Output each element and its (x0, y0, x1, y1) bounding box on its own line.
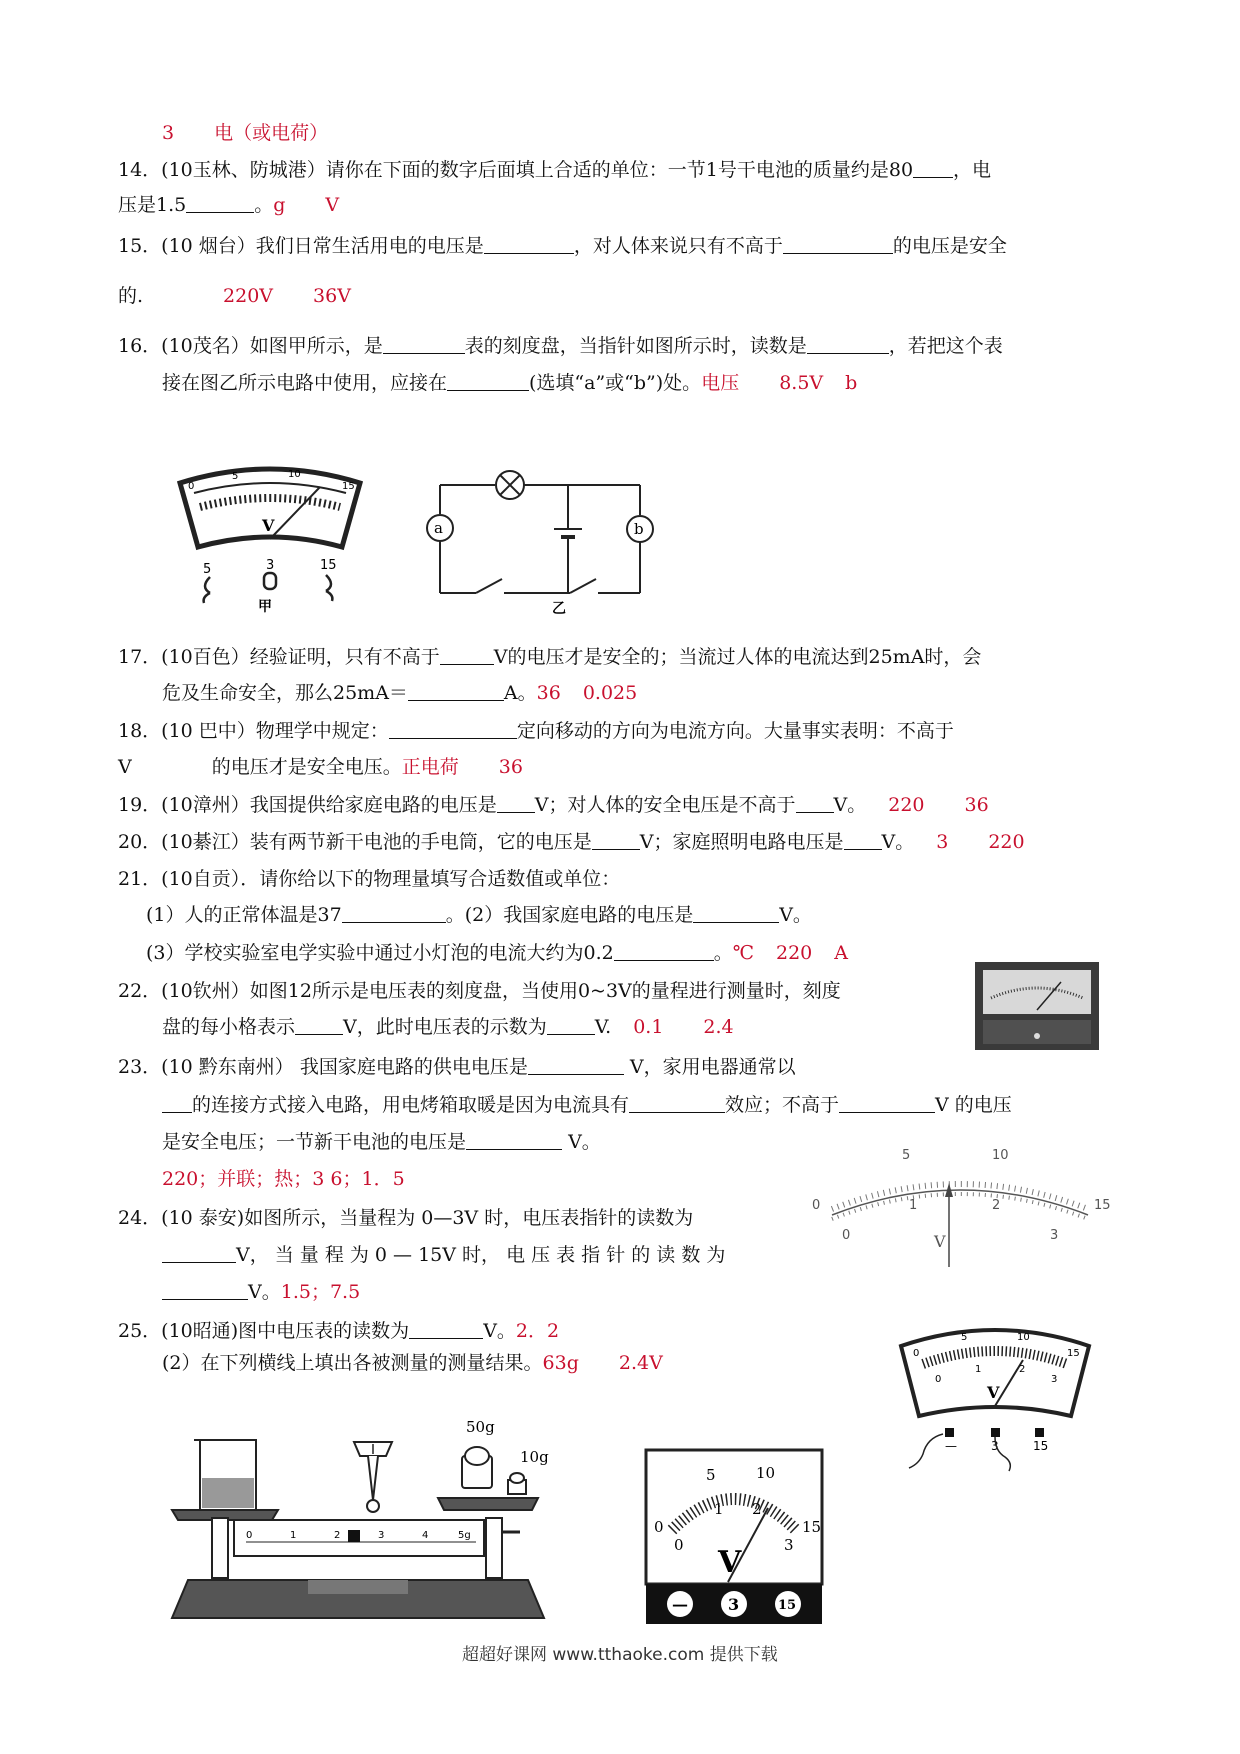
question-text: 是安全电压；一节新干电池的电压是 (162, 1131, 467, 1153)
question-20 (118, 829, 1025, 855)
answer-blank (796, 792, 834, 813)
dial-tick: 0 (654, 1518, 664, 1536)
dial-tick: 5 (961, 1332, 968, 1343)
figure-24-scale (812, 1145, 1112, 1270)
dial-tick: 2 (752, 1500, 762, 1518)
answer-blank (162, 1279, 248, 1300)
ruler-tick: 3 (378, 1530, 385, 1541)
question-text: 。 (713, 942, 733, 964)
question-17-cont (162, 680, 637, 706)
scale-unit: V (934, 1232, 946, 1251)
terminal-label: 3 (266, 558, 275, 573)
question-21 (118, 866, 620, 892)
scale-tick: 2 (992, 1198, 1001, 1213)
question-text: (选填“a”或“b”)处。 (529, 372, 702, 394)
question-text: V。 (483, 1320, 516, 1342)
answer: 220 (988, 831, 1025, 853)
dial-tick: 5 (706, 1466, 716, 1484)
question-23-answer: 220；并联；热；3 6；1．5 (162, 1168, 405, 1190)
figure-22-meter-photo (975, 962, 1099, 1050)
dial-tick: 0 (674, 1536, 684, 1554)
question-text: V；对人体的安全电压是不高于 (534, 794, 796, 816)
question-text: V。 (779, 904, 812, 926)
ruler-tick: 0 (246, 1530, 253, 1541)
dial-tick: 10 (1017, 1332, 1030, 1343)
weight-label: 10g (520, 1448, 549, 1466)
dial-tick: 1 (975, 1364, 982, 1375)
answer-blank (409, 1318, 483, 1339)
figure-caption: 甲 (258, 599, 272, 615)
question-14-cont (118, 192, 339, 218)
question-text: 效应；不高于 (725, 1094, 840, 1116)
question-text: 。 (254, 194, 274, 216)
question-18-cont (118, 754, 523, 780)
terminal-label: 3 (728, 1595, 740, 1614)
question-text: 定向移动的方向为电流方向。大量事实表明：不高于 (516, 720, 954, 742)
dial-tick: 15 (802, 1518, 822, 1536)
answer-blank (913, 157, 953, 178)
answer-blank (839, 1092, 935, 1113)
dial-tick: 10 (288, 469, 301, 480)
answer: 220 (888, 794, 925, 816)
question-text: 25．(10昭通)图中电压表的读数为 (118, 1320, 410, 1342)
figure-16-voltmeter (170, 455, 370, 615)
question-text: V. (594, 1016, 612, 1038)
ruler-tick: 5g (458, 1530, 471, 1541)
question-text: 危及生命安全，那么25mA＝ (162, 682, 408, 704)
dial-tick: 0 (935, 1374, 942, 1385)
question-text: 24．(10 泰安)如图所示，当量程为 0—3V 时，电压表指针的读数为 (118, 1207, 694, 1229)
figure-caption: 乙 (552, 601, 566, 617)
answer-blank (440, 644, 494, 665)
answer: 36 (536, 682, 561, 704)
scale-tick: 10 (992, 1148, 1009, 1163)
answer-blank (693, 902, 779, 923)
question-text: 的. (118, 285, 144, 307)
scale-tick: 15 (1094, 1198, 1111, 1213)
question-text: 19．(10漳州）我国提供给家庭电路的电压是 (118, 794, 497, 816)
figure-bottom-voltmeter (644, 1448, 824, 1628)
answer: 3 (162, 122, 175, 144)
answer-blank (295, 1014, 343, 1035)
question-text: 22．(10钦州）如图12所示是电压表的刻度盘，当使用0~3V的量程进行测量时，刻度 (118, 980, 841, 1002)
answer-blank (162, 1242, 236, 1263)
answer-blank (807, 333, 889, 354)
question-text: ，电 (953, 159, 992, 181)
question-14 (118, 157, 991, 183)
question-text: ，若把这个表 (888, 335, 1003, 357)
answer: g (273, 194, 286, 216)
question-text: (2）在下列横线上填出各被测量的测量结果。 (162, 1352, 543, 1374)
answer-blank (342, 902, 446, 923)
terminal-label: 5 (203, 562, 212, 577)
answer: 正电荷 (401, 756, 459, 778)
answer: V (325, 194, 340, 216)
answer-blank (389, 718, 517, 739)
question-23-cont2 (162, 1129, 601, 1155)
question-text: V，此时电压表的示数为 (343, 1016, 547, 1038)
answer: ℃ (732, 942, 754, 964)
dial-unit-label: V (262, 516, 275, 535)
question-15 (118, 233, 1007, 259)
answer: 2.4V (618, 1352, 663, 1374)
answer: 220V (223, 285, 274, 307)
dial-unit-label: V (718, 1545, 742, 1580)
question-text: 18．(10 巴中）物理学中规定： (118, 720, 389, 742)
weight-label: 50g (466, 1418, 495, 1436)
question-21-part-1 (146, 902, 812, 928)
question-25 (118, 1318, 559, 1344)
scale-tick: 1 (909, 1198, 918, 1213)
question-text: V。 (248, 1281, 281, 1303)
scale-tick: 3 (1050, 1228, 1059, 1243)
terminal-label: — (945, 1439, 957, 1453)
answer-blank (783, 233, 893, 254)
question-text: 16．(10茂名）如图甲所示，是 (118, 335, 383, 357)
dial-tick: 5 (232, 471, 239, 482)
question-text: V (118, 756, 132, 778)
answer: A (834, 942, 848, 964)
terminal-label: 3 (991, 1439, 999, 1453)
answer-blank (497, 792, 535, 813)
question-text: 压是1.5 (118, 194, 187, 216)
terminal-label: 15 (320, 558, 337, 573)
answer-blank (528, 1054, 624, 1075)
answer-blank (614, 940, 714, 961)
question-text: 17．(10百色）经验证明，只有不高于 (118, 646, 440, 668)
answer-blank (408, 680, 504, 701)
question-22-cont (162, 1014, 734, 1040)
question-16 (118, 333, 1003, 359)
answer: 0.1 (633, 1016, 664, 1038)
answer-blank (547, 1014, 595, 1035)
answer: 36 (498, 756, 523, 778)
dial-tick: 1 (714, 1500, 724, 1518)
question-text: V；家庭照明电路电压是 (639, 831, 844, 853)
question-text: V 的电压 (935, 1094, 1012, 1116)
terminal-label: 15 (778, 1598, 797, 1613)
question-text: 20．(10綦江）装有两节新干电池的手电筒，它的电压是 (118, 831, 592, 853)
question-text: 表的刻度盘，当指针如图所示时，读数是 (464, 335, 807, 357)
question-text: 的电压才是安全电压。 (211, 756, 402, 778)
meter-a-label: a (434, 519, 443, 537)
ruler-tick: 1 (290, 1530, 297, 1541)
answer-blank (186, 192, 254, 213)
question-24-cont2 (162, 1279, 360, 1305)
question-text: V。 (833, 794, 867, 816)
question-text: 盘的每小格表示 (162, 1016, 296, 1038)
answer-blank (629, 1092, 725, 1113)
question-21-part-3 (146, 940, 848, 966)
figure-25-voltmeter (895, 1320, 1095, 1475)
question-text: 的电压是安全 (892, 235, 1007, 257)
figure-16-circuit (420, 465, 650, 615)
answer: 220 (776, 942, 813, 964)
dial-tick: 15 (1067, 1348, 1080, 1359)
question-22 (118, 978, 841, 1004)
question-text: 15．(10 烟台）我们日常生活用电的电压是 (118, 235, 484, 257)
question-23-cont (162, 1092, 1012, 1118)
question-text: A。 (503, 682, 537, 704)
question-text: 14．(10玉林、防城港）请你在下面的数字后面填上合适的单位：一节1号干电池的质量约是80 (118, 159, 914, 181)
answer: 电（或电荷） (214, 122, 329, 144)
answer: 63g (542, 1352, 579, 1374)
answer: 0.025 (582, 682, 638, 704)
question-text: (1）人的正常体温是37 (146, 904, 342, 926)
answer: 36 (964, 794, 989, 816)
dial-tick: 0 (913, 1348, 920, 1359)
dial-tick: 2 (1019, 1364, 1026, 1375)
answer-blank (592, 829, 640, 850)
scale-tick: 0 (812, 1198, 821, 1213)
answer-blank (844, 829, 882, 850)
question-text: 21．(10自贡）．请你给以下的物理量填写合适数值或单位： (118, 868, 621, 890)
question-text: ，对人体来说只有不高于 (573, 235, 783, 257)
answer: 8.5V (779, 372, 824, 394)
dial-tick: 0 (188, 481, 195, 492)
question-24-cont (162, 1242, 725, 1268)
question-text: V。 (881, 831, 915, 853)
answer: 2．2 (515, 1320, 560, 1342)
question-text: 接在图乙所示电路中使用，应接在 (162, 372, 448, 394)
dial-tick: 3 (1051, 1374, 1058, 1385)
q13-answer (162, 120, 328, 146)
dial-unit-label: V (987, 1383, 1000, 1402)
answer-blank (466, 1129, 562, 1150)
question-text: 23．(10 黔东南州） 我国家庭电路的供电电压是 (118, 1056, 528, 1078)
answer: 1.5；7.5 (280, 1281, 361, 1303)
question-18 (118, 718, 954, 744)
question-16-cont (162, 370, 857, 396)
ruler-tick: 4 (422, 1530, 429, 1541)
question-25-part-2 (162, 1350, 663, 1376)
dial-tick: 3 (784, 1536, 794, 1554)
answer-blank (484, 233, 574, 254)
question-23 (118, 1054, 796, 1080)
question-19 (118, 792, 989, 818)
answer: 3 (936, 831, 949, 853)
scale-tick: 0 (842, 1228, 851, 1243)
question-text: V，家用电器通常以 (629, 1056, 796, 1078)
dial-tick: 10 (756, 1464, 776, 1482)
ruler-tick: 2 (334, 1530, 341, 1541)
answer: 2.4 (703, 1016, 734, 1038)
question-24 (118, 1205, 693, 1231)
answer-blank (447, 370, 529, 391)
answer: 36V (313, 285, 351, 307)
terminal-label: — (672, 1595, 688, 1614)
meter-b-label: b (634, 520, 644, 538)
scale-tick: 5 (902, 1148, 911, 1163)
figure-balance (168, 1420, 568, 1635)
question-text: V的电压才是安全的；当流过人体的电流达到25mA时，会 (493, 646, 982, 668)
answer: b (845, 372, 858, 394)
answer-blank (162, 1092, 192, 1113)
answer-blank (383, 333, 465, 354)
terminal-label: 15 (1033, 1439, 1049, 1453)
question-text: (3）学校实验室电学实验中通过小灯泡的电流大约为0.2 (146, 942, 614, 964)
dial-tick: 15 (342, 481, 355, 492)
footer-credit: 超超好课网 www.tthaoke.com 提供下载 (462, 1645, 778, 1665)
question-text: 。(2）我国家庭电路的电压是 (445, 904, 694, 926)
question-17 (118, 644, 981, 670)
question-15-cont (118, 283, 351, 309)
question-text: V， 当 量 程 为 0 — 15V 时， 电 压 表 指 针 的 读 数 为 (236, 1244, 726, 1266)
question-text: 的连接方式接入电路，用电烤箱取暖是因为电流具有 (192, 1094, 630, 1116)
question-text: V。 (568, 1131, 601, 1153)
answer: 电压 (701, 372, 740, 394)
